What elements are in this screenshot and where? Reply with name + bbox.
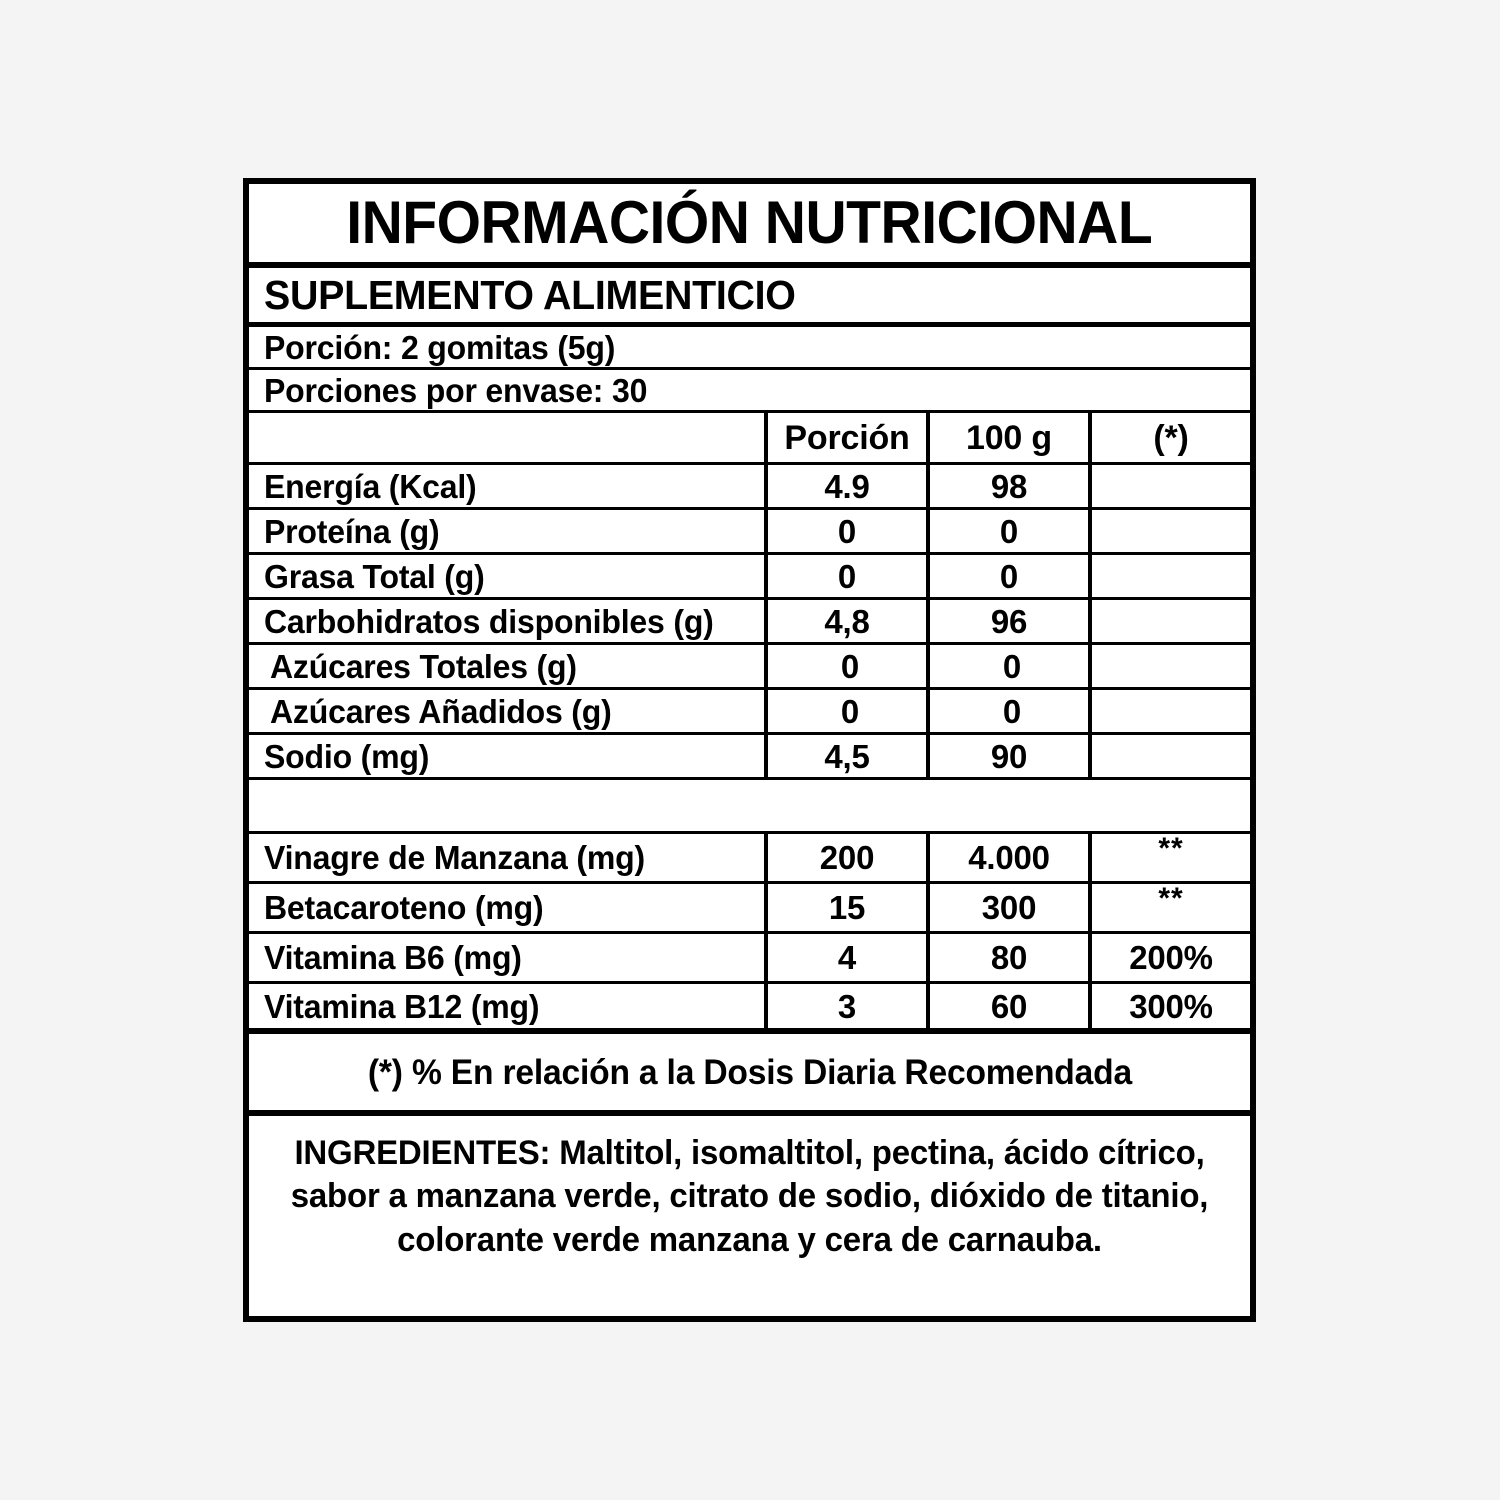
table-row: [249, 984, 1250, 1034]
servings-per-container-row: [249, 370, 1250, 413]
table-row: [249, 831, 1250, 884]
supplement-name-cell: Vinagre de Manzana (mg): [249, 834, 768, 881]
nutrient-name-cell: Sodio (mg): [249, 735, 768, 777]
header-cell-portion: Porción: [768, 413, 930, 462]
header-cell-daily-value: (*): [1153, 418, 1189, 457]
nutrient-per100g-cell: 0: [930, 510, 1092, 552]
daily-value-footnote-row: [249, 1034, 1250, 1116]
nutrient-portion-cell: 4,8: [768, 600, 930, 642]
nutrient-portion-cell: 0: [768, 510, 930, 552]
supplement-portion-cell: 15: [768, 884, 930, 931]
table-row: [249, 934, 1250, 984]
table-spacer-row: [249, 780, 1250, 834]
nutrition-facts-panel: [243, 178, 1256, 1322]
supplement-portion-cell: 4: [768, 934, 930, 981]
serving-size-row: [249, 327, 1250, 370]
supplement-dv-cell: [1092, 831, 1250, 881]
nutrient-portion-cell: 0: [768, 690, 930, 732]
servings-per-container-text: Porciones por envase: 30: [264, 371, 648, 409]
table-row: [249, 690, 1250, 735]
supplement-portion-cell: 200: [768, 834, 930, 881]
supplement-per100g-cell: 4.000: [930, 834, 1092, 881]
supplement-per100g-cell: 60: [930, 984, 1092, 1028]
table-row: [249, 510, 1250, 555]
nutrient-name-cell: Grasa Total (g): [249, 555, 768, 597]
nutrient-portion-cell: 0: [768, 645, 930, 687]
supplement-name-cell: Betacaroteno (mg): [249, 884, 768, 931]
table-row: [249, 465, 1250, 510]
nutrient-per100g-cell: 90: [930, 735, 1092, 777]
table-row: [249, 881, 1250, 934]
nutrient-dv-cell: [1092, 600, 1250, 642]
nutrient-portion-cell: 4,5: [768, 735, 930, 777]
supplement-name-cell: Vitamina B6 (mg): [249, 934, 768, 981]
table-row: [249, 600, 1250, 645]
nutrient-name-cell: Azúcares Añadidos (g): [249, 690, 768, 732]
nutrient-dv-cell: [1092, 465, 1250, 507]
daily-value-footnote-text: (*) % En relación a la Dosis Diaria Recomendada: [367, 1052, 1132, 1092]
nutrient-per100g-cell: 96: [930, 600, 1092, 642]
product-category-label: SUPLEMENTO ALIMENTICIO: [264, 271, 796, 318]
nutrient-dv-cell: [1092, 510, 1250, 552]
header-cell-per-100g: 100 g: [930, 413, 1092, 462]
supplement-dv-cell: [1092, 881, 1250, 931]
nutrient-dv-cell: [1092, 735, 1250, 777]
nutrient-name-cell: Energía (Kcal): [249, 465, 768, 507]
supplement-per100g-cell: 80: [930, 934, 1092, 981]
ingredients-text: INGREDIENTES: Maltitol, isomaltitol, pectina, ácido cítrico, sabor a manzana verde, citrato de sodio, dióxido de titanio, colorante verde manzana y cera de carnauba.: [290, 1133, 1209, 1259]
table-row: [249, 555, 1250, 600]
page-title: INFORMACIÓN NUTRICIONAL: [346, 189, 1153, 256]
nutrient-dv-cell: [1092, 690, 1250, 732]
table-row: [249, 645, 1250, 690]
nutrient-name-cell: Azúcares Totales (g): [249, 645, 768, 687]
nutrient-per100g-cell: 98: [930, 465, 1092, 507]
table-header-row: [249, 413, 1250, 465]
double-asterisk-icon: **: [1158, 881, 1184, 915]
nutrient-per100g-cell: 0: [930, 645, 1092, 687]
supplement-per100g-cell: 300: [930, 884, 1092, 931]
serving-size-text: Porción: 2 gomitas (5g): [264, 328, 616, 366]
nutrient-portion-cell: 0: [768, 555, 930, 597]
supplement-dv-cell: 200%: [1129, 939, 1213, 976]
ingredients-row: [249, 1116, 1250, 1278]
title-row: [249, 184, 1250, 268]
nutrient-per100g-cell: 0: [930, 555, 1092, 597]
subtitle-row: [249, 268, 1250, 327]
double-asterisk-icon: **: [1158, 831, 1184, 865]
nutrient-dv-cell: [1092, 555, 1250, 597]
supplement-portion-cell: 3: [768, 984, 930, 1028]
supplement-dv-cell: 300%: [1129, 987, 1213, 1025]
nutrient-dv-cell: [1092, 645, 1250, 687]
table-row: [249, 735, 1250, 780]
nutrient-portion-cell: 4.9: [768, 465, 930, 507]
nutrient-name-cell: Proteína (g): [249, 510, 768, 552]
nutrient-per100g-cell: 0: [930, 690, 1092, 732]
supplement-name-cell: Vitamina B12 (mg): [249, 984, 768, 1028]
nutrient-name-cell: Carbohidratos disponibles (g): [249, 600, 768, 642]
header-cell-nutrient: [249, 413, 768, 462]
